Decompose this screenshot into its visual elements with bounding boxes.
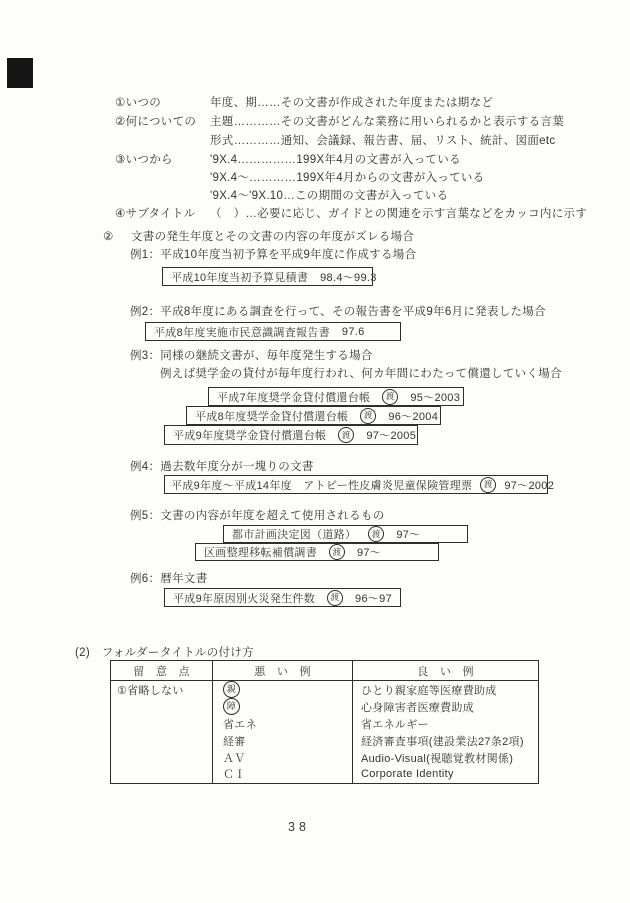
point-cell (111, 698, 213, 715)
bad-example-cell: 経審 (213, 732, 353, 749)
folder-box (223, 525, 468, 543)
point-cell (111, 766, 213, 783)
legend-term: ①いつの (115, 97, 162, 109)
point-cell (111, 749, 213, 766)
example1-label: 例1：平成10年度当初予算を平成9年度に作成する場合 (130, 249, 417, 261)
point-cell (111, 715, 213, 732)
good-example-cell: 経済審査事項(建設業法27条2項) (353, 732, 539, 749)
point-cell (111, 732, 213, 749)
good-example-cell: 心身障害者医療費助成 (353, 698, 539, 715)
legend-desc: '9X.4～'9X.10…この期間の文書が入っている (210, 190, 449, 202)
folder-box-title: 平成9年原因別火災発生件数 (173, 592, 316, 605)
example3-subtext: 例えば奨学金の貸付が毎年度行われ、何カ年間にわたって償還していく場合 (160, 368, 562, 380)
section2-heading: 文書の発生年度とその文書の内容の年度がズレる場合 (131, 231, 415, 243)
folder-box-range: 97～ (396, 529, 421, 541)
legend-desc: 主題…………その文書がどんな業務に用いられるかと表示する言葉 (210, 116, 564, 128)
folder-box-title: 平成9年度～平成14年度 アトピー性皮膚炎児童保険管理票 (171, 479, 473, 492)
folder-box-title: 平成10年度当初予算見積書 (171, 271, 309, 284)
folder-box-range: 98.4～99.3 (320, 271, 377, 284)
page-number: 38 (288, 820, 310, 834)
folder-box-range: 97～ (357, 547, 382, 559)
watari-mark-icon: 渡 (360, 408, 376, 424)
good-example-cell: ひとり親家庭等医療費助成 (353, 681, 539, 699)
bad-example-cell: ＡＶ (213, 749, 353, 766)
table-row (111, 749, 539, 766)
folder-box-title: 平成8年度実施市民意識調査報告書 (154, 326, 330, 339)
folder-box (145, 322, 401, 341)
example2-label: 例2：平成8年度にある調査を行って、その報告書を平成9年6月に発表した場合 (130, 306, 546, 318)
circled-kanji-icon: 親 (223, 681, 240, 698)
table-row (111, 732, 539, 749)
folder-box-range: 97～2005 (366, 430, 417, 442)
bad-example-cell: ＣＩ (213, 766, 353, 783)
table-header-row (111, 661, 539, 681)
example4-label: 例4：過去数年度分が一塊りの文書 (130, 461, 314, 473)
folder-box-title: 平成8年度奨学金貸付償還台帳 (195, 410, 349, 423)
folder-box-title: 平成9年度奨学金貸付償還台帳 (173, 430, 327, 442)
watari-mark-icon: 渡 (382, 389, 398, 405)
bad-example-cell (213, 681, 353, 699)
folder-box-title: 平成7年度奨学金貸付償還台帳 (217, 391, 371, 404)
legend-desc: '9X.4……………199X年4月の文書が入っている (210, 154, 461, 166)
table-header-bad: 悪 い 例 (213, 661, 353, 681)
good-example-cell: 省エネルギー (353, 715, 539, 732)
watari-mark-icon: 渡 (329, 544, 345, 560)
table-row (111, 766, 539, 783)
table-row (111, 681, 539, 699)
folder-box (195, 543, 439, 561)
table-header-point: 留 意 点 (111, 661, 213, 681)
point-cell: ①省略しない (111, 681, 213, 699)
legend-term: ②何についての (115, 116, 197, 128)
circled-kanji-icon: 障 (223, 698, 240, 715)
legend-term: ③いつから (115, 154, 173, 166)
watari-mark-icon: 渡 (338, 427, 354, 443)
good-example-cell: Audio-Visual(視聴覚教材関係) (353, 749, 539, 766)
folder-box (164, 425, 418, 445)
section2-number: ② (103, 231, 114, 243)
legend-desc: （ ）…必要に応じ、ガイドとの関連を示す言葉などをカッコ内に示す (210, 208, 588, 220)
example5-label: 例5：文書の内容が年度を超えて使用されるもの (130, 510, 385, 522)
folder-box (164, 475, 555, 494)
folder-box-range: 97.6 (341, 325, 365, 338)
watari-mark-icon: 渡 (480, 477, 496, 493)
folder-box (162, 267, 377, 286)
bad-example-cell (213, 698, 353, 715)
legend-term: ④サブタイトル (115, 208, 196, 220)
folder-box-range: 95～2003 (410, 391, 461, 404)
folder-box-range: 96～97 (355, 592, 393, 605)
legend-desc: 年度、期……その文書が作成された年度または期など (210, 97, 494, 109)
example3-label: 例3：同様の継続文書が、毎年度発生する場合 (130, 350, 373, 362)
table-row (111, 698, 539, 715)
table-row (111, 715, 539, 732)
folder-box (186, 406, 441, 425)
legend-desc: '9X.4～…………199X年4月からの文書が入っている (210, 172, 485, 184)
watari-mark-icon: 渡 (327, 590, 343, 606)
bad-example-cell: 省エネ (213, 715, 353, 732)
watari-mark-icon: 渡 (368, 526, 384, 542)
folder-box (208, 387, 464, 406)
good-example-cell: Corporate Identity (353, 766, 539, 783)
legend-desc: 形式…………通知、会議録、報告書、届、リスト、統計、図面etc (210, 135, 556, 147)
folder-title-table (110, 660, 539, 784)
scan-artifact (7, 58, 33, 88)
folder-box-title: 都市計画決定図（道路） (232, 529, 357, 541)
folder-box (164, 588, 401, 607)
example6-label: 例6：暦年文書 (130, 573, 208, 585)
folder-section-heading: (2) フォルダータイトルの付け方 (75, 647, 254, 659)
folder-box-range: 97～2002 (504, 479, 555, 492)
table-header-good: 良 い 例 (353, 661, 539, 681)
folder-box-title: 区画整理移転補償調書 (204, 547, 317, 559)
folder-box-range: 96～2004 (388, 410, 439, 423)
